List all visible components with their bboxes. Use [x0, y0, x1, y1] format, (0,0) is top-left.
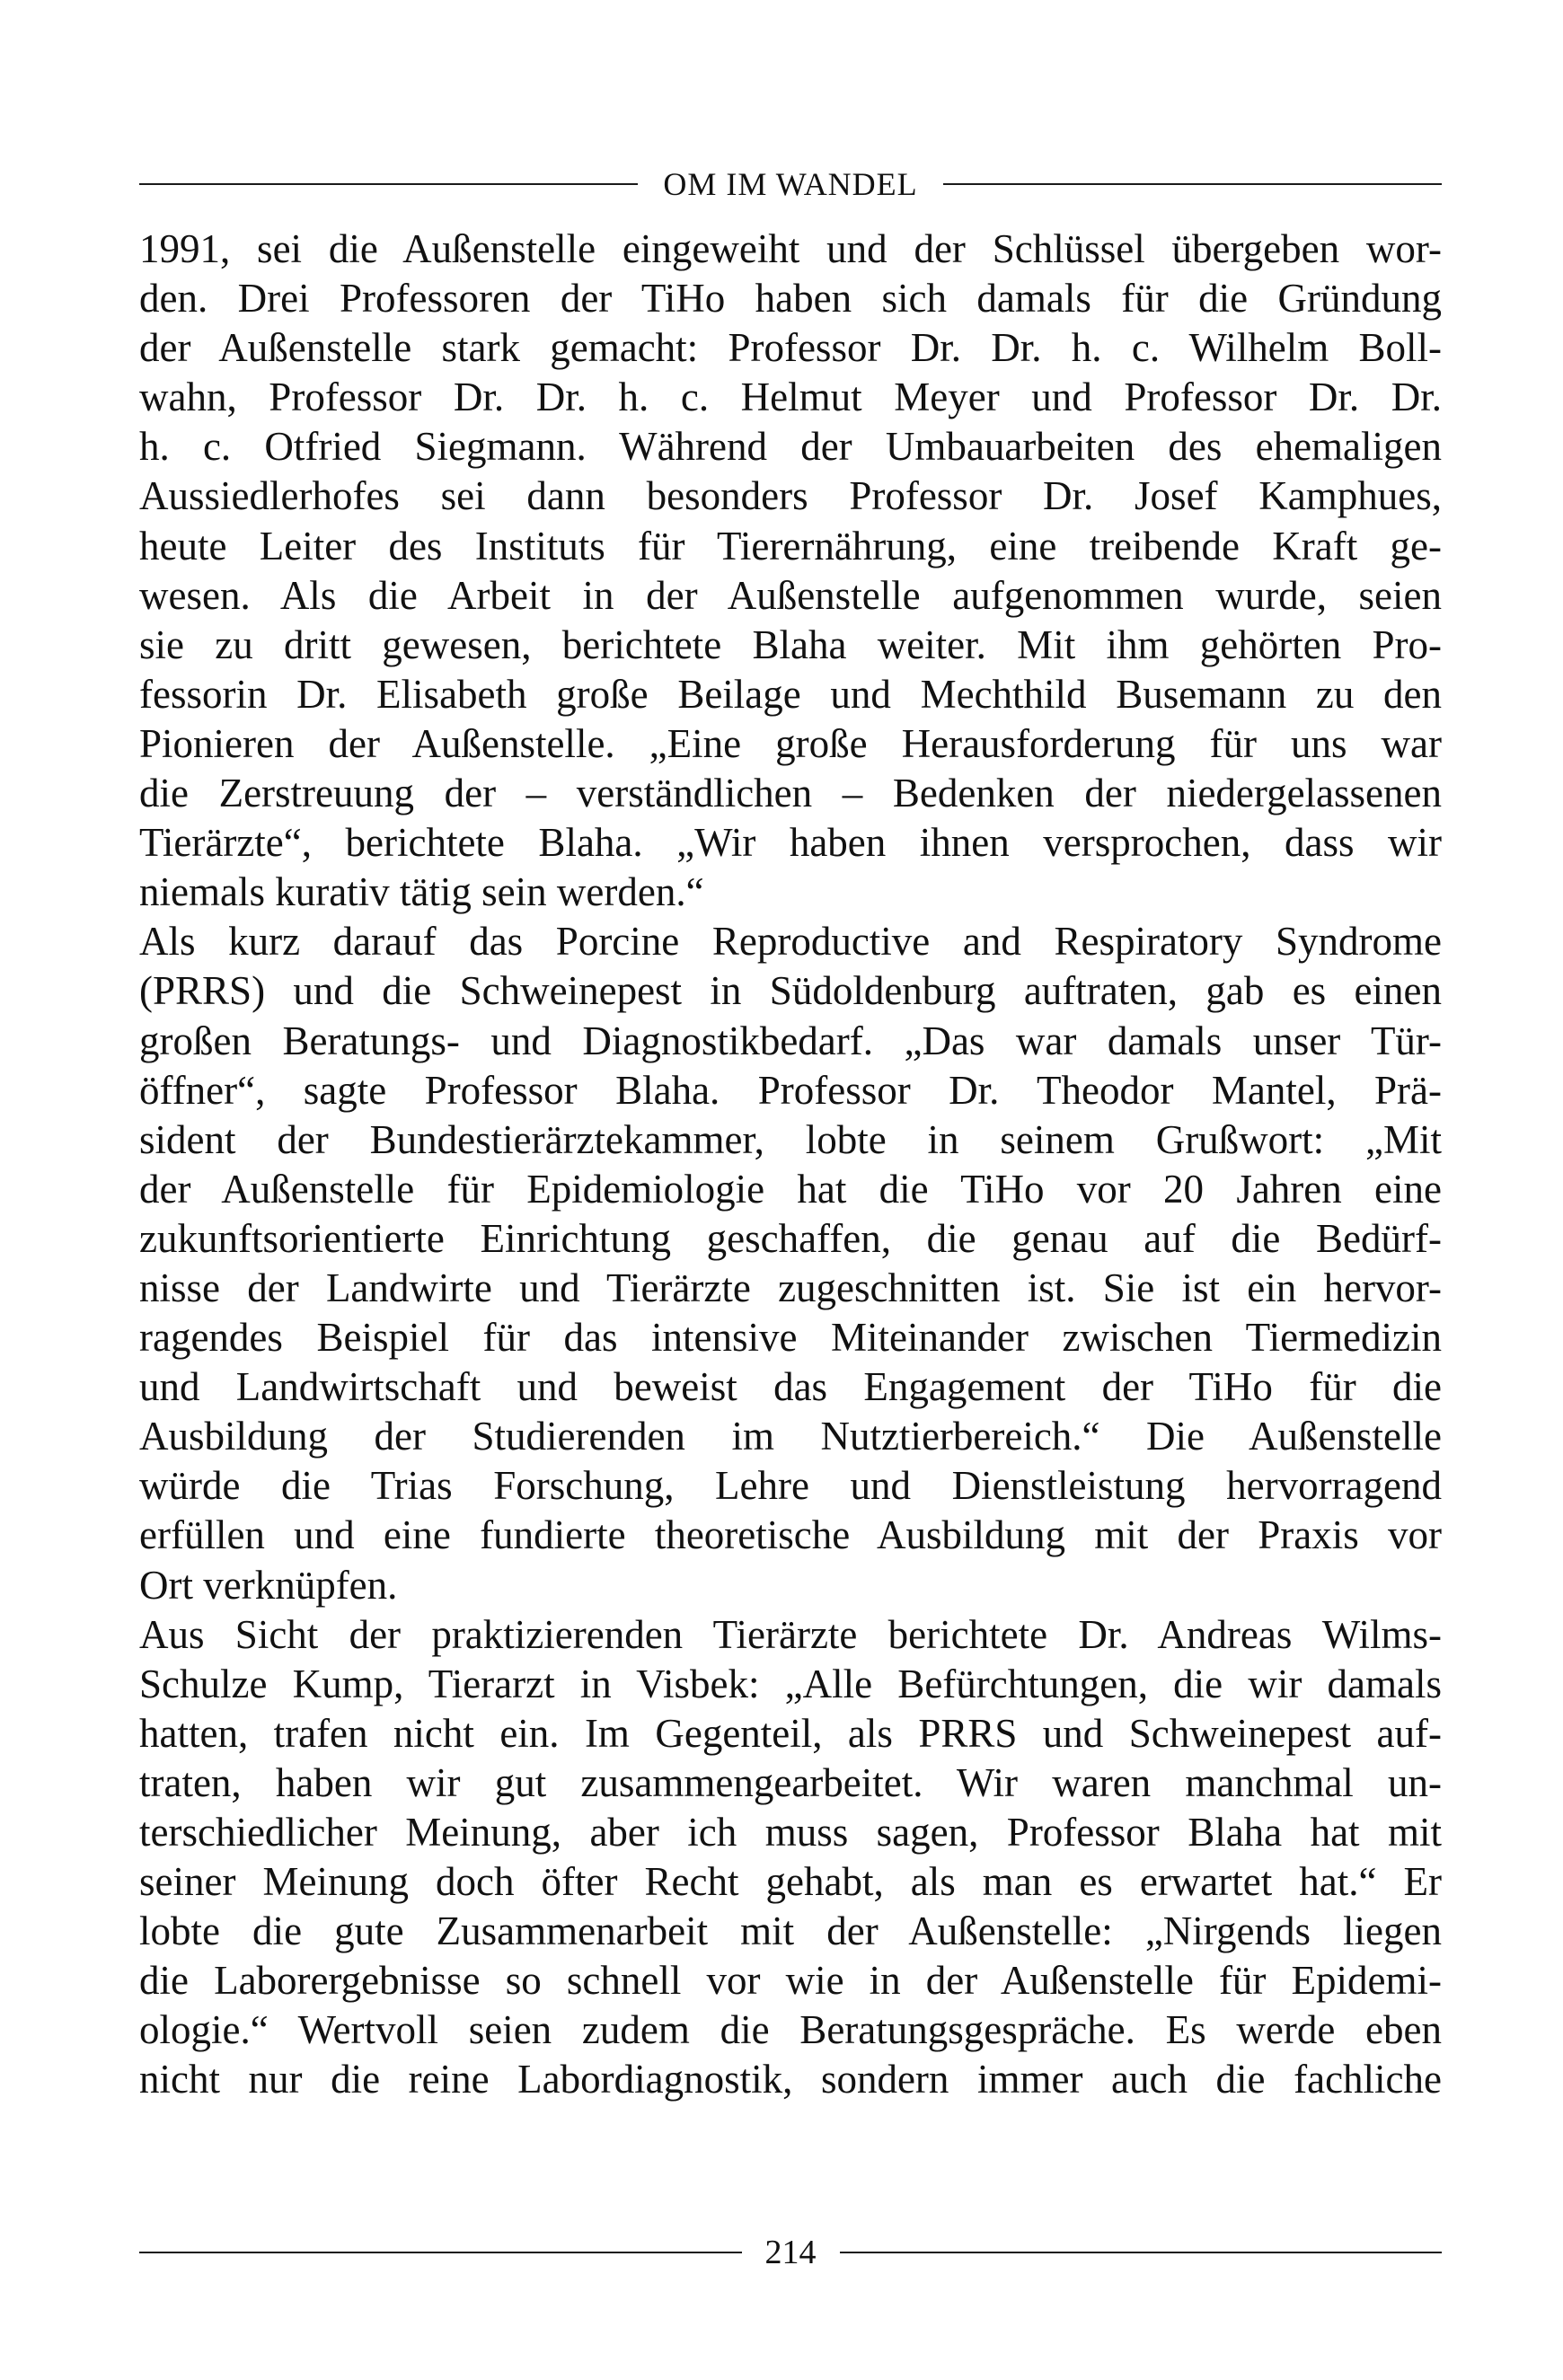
- text-line: nicht nur die reine Labordiagnostik, sondern immer auch die fachliche: [139, 2057, 1442, 2102]
- text-line: Als kurz darauf das Porcine Reproductive and Respiratory Syndrome: [139, 919, 1442, 965]
- text-line: die Laborergebnisse so schnell vor wie in der Außenstelle für Epidemi-: [139, 1958, 1442, 2004]
- text-line: Tierärzte“, berichtete Blaha. „Wir haben ihnen versprochen, dass wir: [139, 820, 1442, 866]
- text-line: der Außenstelle für Epidemiologie hat die TiHo vor 20 Jahren eine: [139, 1166, 1442, 1212]
- text-line: Schulze Kump, Tierarzt in Visbek: „Alle Befürchtungen, die wir damals: [139, 1661, 1442, 1706]
- text-line: niemals kurativ tätig sein werden.“: [139, 869, 704, 915]
- text-line: terschiedlicher Meinung, aber ich muss sagen, Professor Blaha hat mit: [139, 1810, 1442, 1855]
- text-line: großen Beratungs- und Diagnostikbedarf. „Das war damals unser Tür-: [139, 1018, 1442, 1063]
- text-line: öffner“, sagte Professor Blaha. Professor Dr. Theodor Mantel, Prä-: [139, 1067, 1442, 1113]
- text-line: zukunftsorientierte Einrichtung geschaffen, die genau auf die Bedürf-: [139, 1215, 1442, 1261]
- text-line: würde die Trias Forschung, Lehre und Dienstleistung hervorragend: [139, 1463, 1442, 1509]
- text-line: heute Leiter des Instituts für Tierernährung, eine treibende Kraft ge-: [139, 523, 1442, 569]
- text-line: ologie.“ Wertvoll seien zudem die Beratungsgespräche. Es werde eben: [139, 2007, 1442, 2053]
- text-line: h. c. Otfried Siegmann. Während der Umbauarbeiten des ehemaligen: [139, 424, 1442, 470]
- body-text: [139, 225, 1442, 2105]
- text-line: Pionieren der Außenstelle. „Eine große Herausforderung für uns war: [139, 720, 1442, 766]
- text-line: nisse der Landwirte und Tierärzte zugeschnitten ist. Sie ist ein hervor-: [139, 1265, 1442, 1310]
- running-header: [139, 157, 1442, 211]
- text-line: die Zerstreuung der – verständlichen – Bedenken der niedergelassenen: [139, 771, 1442, 816]
- text-line: Aus Sicht der praktizierenden Tierärzte berichtete Dr. Andreas Wilms-: [139, 1611, 1442, 1657]
- text-line: und Landwirtschaft und beweist das Engagement der TiHo für die: [139, 1364, 1442, 1410]
- page-number: 214: [764, 2234, 817, 2271]
- text-line: ragendes Beispiel für das intensive Miteinander zwischen Tiermedizin: [139, 1315, 1442, 1361]
- text-line: 1991, sei die Außenstelle eingeweiht und der Schlüssel übergeben wor-: [139, 226, 1442, 271]
- running-title: OM IM WANDEL: [663, 166, 918, 202]
- text-line: Ausbildung der Studierenden im Nutztierbereich.“ Die Außenstelle: [139, 1414, 1442, 1459]
- text-line: sie zu dritt gewesen, berichtete Blaha weiter. Mit ihm gehörten Pro-: [139, 621, 1442, 667]
- text-line: Aussiedlerhofes sei dann besonders Professor Dr. Josef Kamphues,: [139, 473, 1442, 519]
- text-line: fessorin Dr. Elisabeth große Beilage und Mechthild Busemann zu den: [139, 671, 1442, 717]
- text-line: wesen. Als die Arbeit in der Außenstelle aufgenommen wurde, seien: [139, 572, 1442, 618]
- text-line: erfüllen und eine fundierte theoretische Ausbildung mit der Praxis vor: [139, 1512, 1442, 1558]
- text-line: wahn, Professor Dr. Dr. h. c. Helmut Meyer und Professor Dr. Dr.: [139, 375, 1442, 420]
- header-rule-right: [943, 183, 1442, 185]
- footer-rule-right: [840, 2252, 1443, 2253]
- text-line: der Außenstelle stark gemacht: Professor Dr. Dr. h. c. Wilhelm Boll-: [139, 325, 1442, 371]
- text-line: Ort verknüpfen.: [139, 1562, 398, 1608]
- text-line: seiner Meinung doch öfter Recht gehabt, als man es erwartet hat.“ Er: [139, 1859, 1442, 1905]
- text-line: lobte die gute Zusammenarbeit mit der Außenstelle: „Nirgends liegen: [139, 1908, 1442, 1954]
- page-footer: [139, 2226, 1442, 2279]
- footer-rule-left: [139, 2252, 742, 2253]
- text-line: (PRRS) und die Schweinepest in Südoldenburg auftraten, gab es einen: [139, 968, 1442, 1014]
- header-rule-left: [139, 183, 638, 185]
- text-line: traten, haben wir gut zusammengearbeitet. Wir waren manchmal un-: [139, 1759, 1442, 1805]
- text-line: den. Drei Professoren der TiHo haben sich damals für die Gründung: [139, 276, 1442, 322]
- text-line: sident der Bundestierärztekammer, lobte in seinem Grußwort: „Mit: [139, 1116, 1442, 1162]
- text-line: hatten, trafen nicht ein. Im Gegenteil, als PRRS und Schweinepest auf-: [139, 1710, 1442, 1756]
